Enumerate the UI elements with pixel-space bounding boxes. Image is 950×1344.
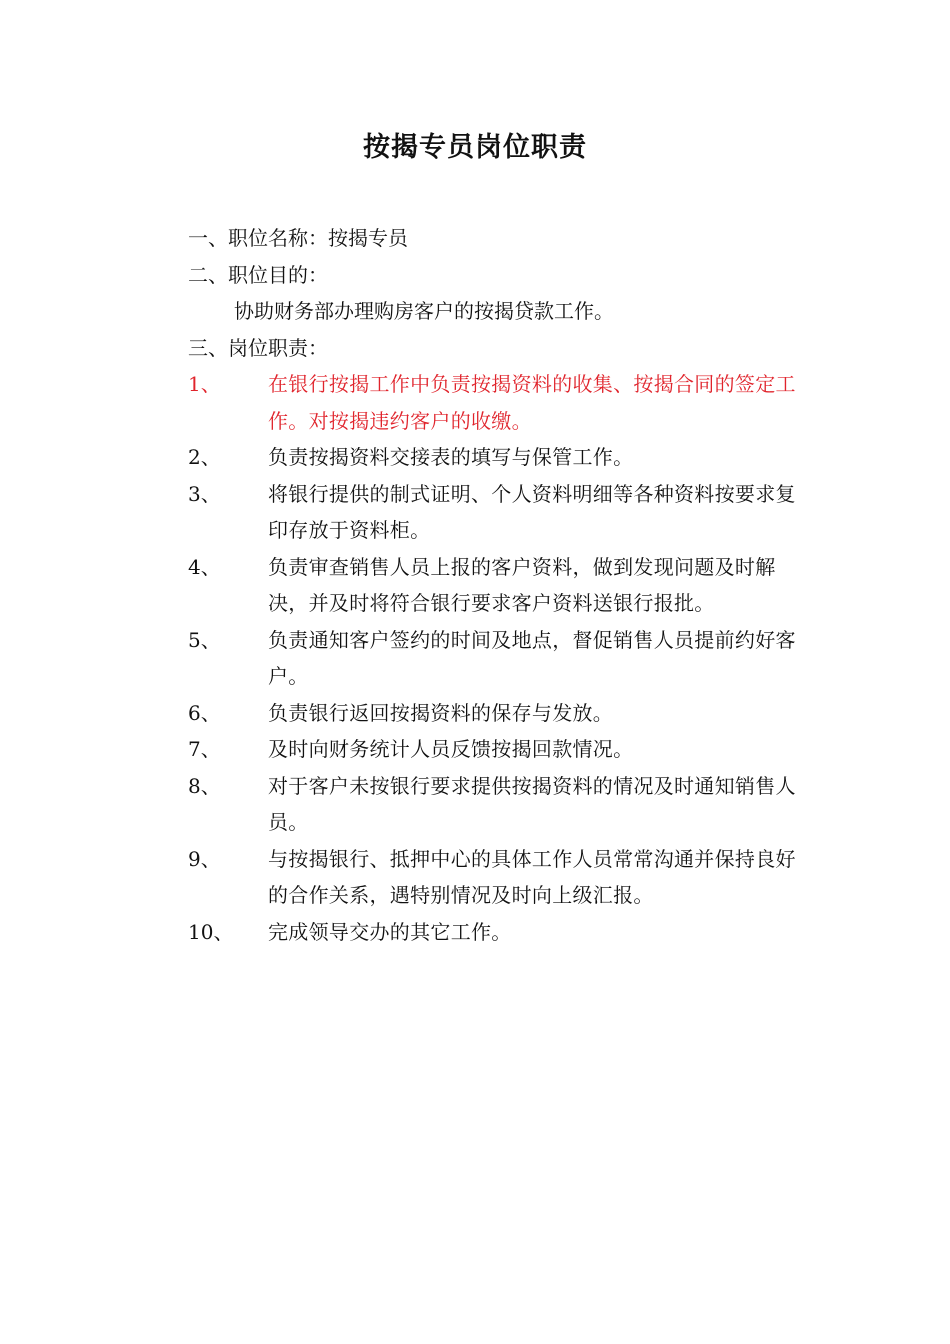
duties-list: [188, 366, 818, 950]
duty-text: 负责审查销售人员上报的客户资料，做到发现问题及时解决，并及时将符合银行要求客户资料送银行报批。: [268, 554, 776, 615]
duty-text: 负责银行返回按揭资料的保存与发放。: [268, 700, 614, 725]
duty-item: [188, 731, 818, 768]
duty-item: [188, 549, 818, 622]
duty-number: 3、: [188, 481, 221, 506]
duty-number: 2、: [188, 445, 221, 469]
duty-item: [188, 914, 818, 951]
duty-item: [188, 841, 818, 914]
duty-text: 在银行按揭工作中负责按揭资料的收集、按揭合同的签定工作。对按揭违约客户的收缴。: [268, 372, 796, 433]
duty-text: 与按揭银行、抵押中心的具体工作人员常常沟通并保持良好的合作关系，遇特别情况及时向上级汇报。: [268, 846, 796, 907]
duty-number: 10、: [188, 919, 234, 944]
duty-text: 负责通知客户签约的时间及地点，督促销售人员提前约好客户。: [268, 627, 796, 688]
duty-number: 4、: [188, 554, 221, 579]
duty-item: [188, 622, 818, 695]
duty-number: 1、: [188, 372, 221, 396]
duty-text: 完成领导交办的其它工作。: [268, 919, 512, 944]
duties-heading: 三、岗位职责：: [188, 335, 328, 360]
duty-number: 5、: [188, 627, 221, 652]
duty-text: 对于客户未按银行要求提供按揭资料的情况及时通知销售人员。: [268, 773, 796, 834]
duty-text: 将银行提供的制式证明、个人资料明细等各种资料按要求复印存放于资料柜。: [268, 481, 796, 542]
position-goal-text: 协助财务部办理购房客户的按揭贷款工作。: [234, 299, 614, 323]
document-body: [188, 220, 818, 950]
duty-item: [188, 439, 818, 476]
duty-number: 7、: [188, 737, 221, 761]
duty-number: 8、: [188, 773, 221, 798]
duty-item: [188, 768, 818, 841]
duty-item: [188, 366, 818, 439]
duty-item: [188, 695, 818, 732]
duty-number: 9、: [188, 846, 221, 871]
document-title: 按揭专员岗位职责: [363, 132, 587, 163]
duty-item: [188, 476, 818, 549]
position-name-line: 一、职位名称：按揭专员: [188, 226, 408, 250]
duty-number: 6、: [188, 700, 221, 725]
duty-text: 负责按揭资料交接表的填写与保管工作。: [268, 445, 634, 469]
duty-text: 及时向财务统计人员反馈按揭回款情况。: [268, 737, 634, 761]
position-goal-heading: 二、职位目的：: [188, 262, 328, 287]
